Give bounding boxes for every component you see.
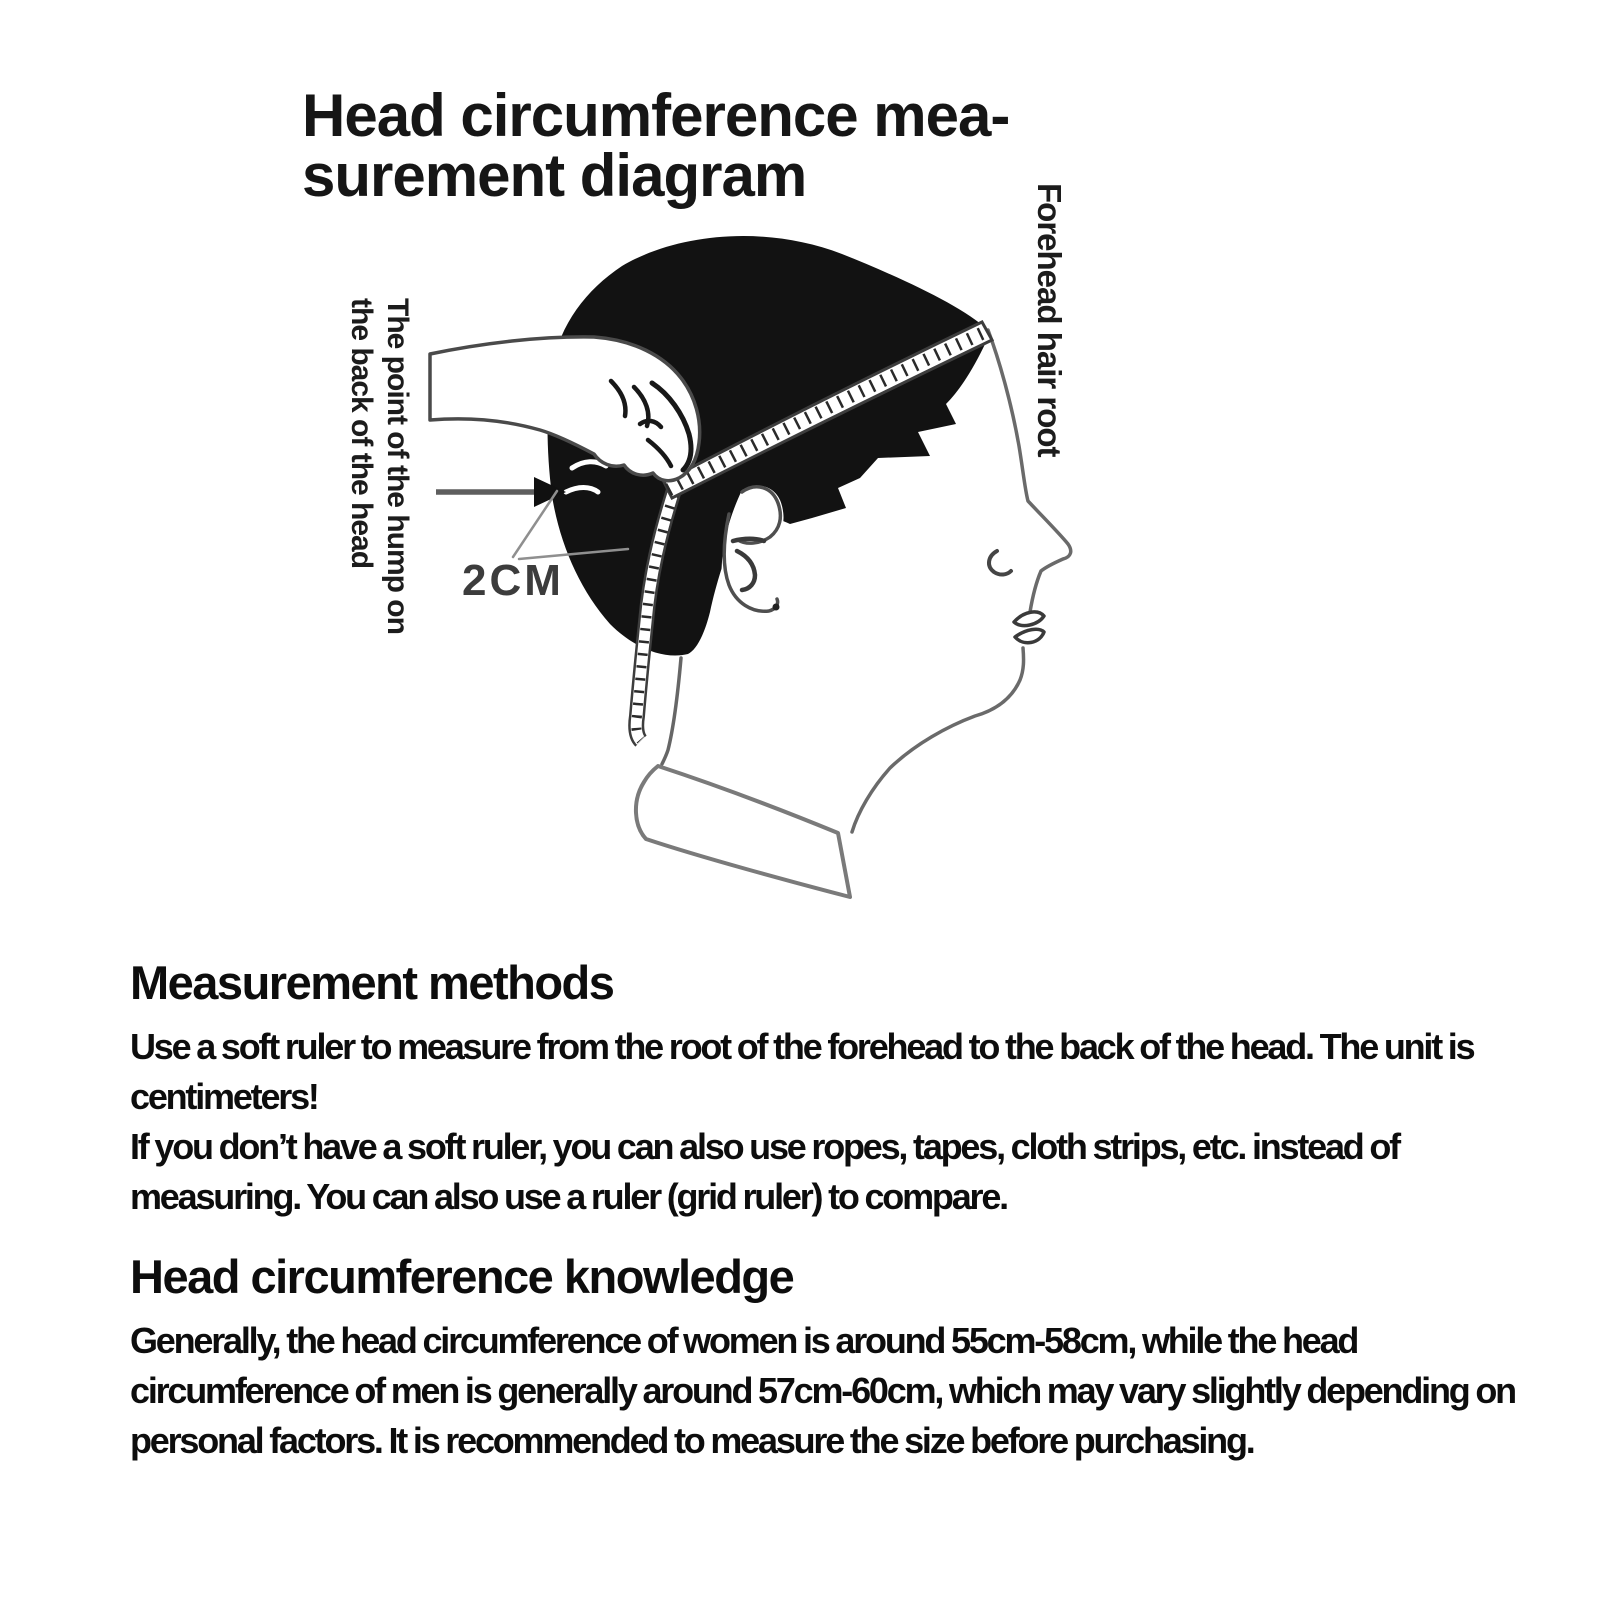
back-of-head-arrow	[436, 477, 566, 507]
diagram-title-line1: Head circumference mea-	[302, 82, 1010, 149]
collar-outline	[636, 766, 850, 897]
section-head-circumference-knowledge	[130, 1250, 1525, 1466]
section-heading-head-circumference-knowledge: Head circumference knowledge	[130, 1250, 794, 1303]
head-circumference-knowledge-paragraph-1: Generally, the head circumference of women is around 55cm-58cm, while the head circumference of men is generally around 57cm-60cm, which may vary slightly depending on personal factors. It is recommended to measure the size before purchasing.	[130, 1320, 1515, 1461]
neck-back-line	[662, 658, 681, 764]
measurement-methods-paragraph-1: Use a soft ruler to measure from the root of the forehead to the back of the head. The unit is centimeters!	[130, 1026, 1474, 1117]
label-hump-line1: The point of the hump on	[381, 298, 414, 634]
label-2cm-offset: 2CM	[462, 556, 564, 605]
diagram-title	[302, 82, 1010, 209]
section-heading-measurement-methods: Measurement methods	[130, 956, 614, 1009]
upper-lip	[1014, 612, 1044, 626]
ear-lobe-dot	[773, 604, 780, 611]
label-forehead-hair-root: Forehead hair root	[1031, 183, 1068, 457]
nostril-curve	[989, 551, 1011, 575]
section-measurement-methods	[130, 956, 1525, 1222]
chin-jaw-neck-outline	[852, 648, 1024, 832]
label-hump-line2: the back of the head	[345, 298, 378, 569]
diagram-title-line2: surement diagram	[302, 142, 807, 209]
instruction-text-block	[130, 956, 1525, 1466]
label-hump-back-of-head	[343, 298, 415, 634]
measurement-methods-paragraph-2: If you don’t have a soft ruler, you can also use ropes, tapes, cloth strips, etc. instead of measuring. You can also use a ruler (grid ruler) to compare.	[130, 1126, 1399, 1217]
lower-lip	[1015, 629, 1044, 642]
